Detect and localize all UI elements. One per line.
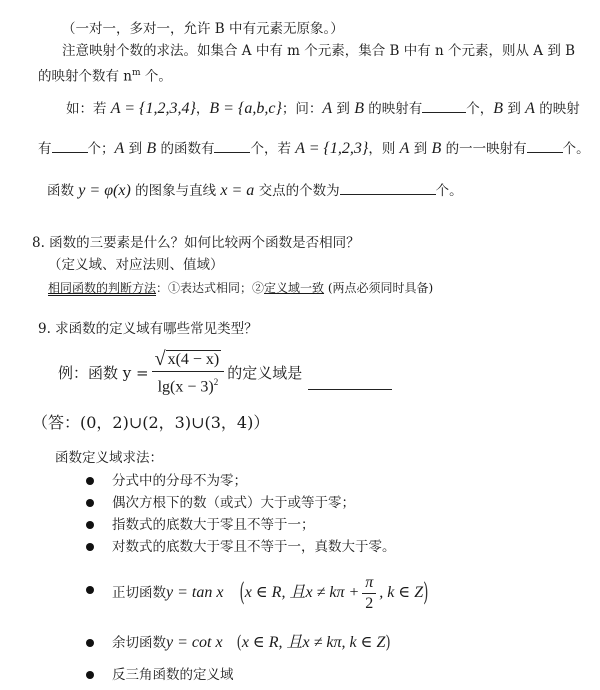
answer-blank-6[interactable]	[308, 375, 392, 390]
sqrt-icon: √	[154, 348, 166, 371]
answer-blank-4[interactable]	[527, 138, 563, 153]
exponent: 2	[213, 377, 219, 388]
text: 个；	[87, 141, 115, 157]
numerator	[152, 349, 225, 372]
denominator-text: lg(x − 3)	[157, 378, 214, 396]
condition: x ∈ R, 且x ≠ kπ, k ∈ Z	[241, 634, 386, 651]
var-a: A	[322, 100, 333, 117]
answer-blank-1[interactable]	[422, 98, 466, 113]
method-note: (两点必须同时具备)	[324, 281, 434, 295]
inverse-trig-domain: 反三角函数的定义域	[112, 667, 234, 683]
pi-over-2	[362, 574, 376, 613]
text: 的映射	[534, 101, 580, 117]
text: 到	[124, 141, 147, 157]
var-b: B	[354, 100, 364, 117]
left-paren-icon: (	[239, 577, 245, 609]
text: 的映射有	[364, 101, 423, 117]
text: 有	[38, 141, 52, 157]
text: ，	[195, 101, 210, 117]
rule-item: 对数式的底数大于零且不等于一，真数大于零。	[112, 539, 396, 555]
rule-item: 指数式的底数大于零且不等于一；	[112, 517, 315, 533]
tan-domain	[112, 572, 428, 614]
answer-blank-2[interactable]	[52, 138, 88, 153]
domain-methods-title: 函数定义域求法：	[55, 450, 163, 466]
text: 的定义域是	[227, 364, 303, 382]
answer-blank-3[interactable]	[214, 138, 250, 153]
domain-answer: （答：(0，2)∪(2，3)∪(3，4)）	[32, 413, 270, 432]
fraction	[152, 349, 225, 396]
text: 的一一映射有	[441, 141, 527, 157]
domain-example	[58, 348, 392, 398]
intro-line-1: （一对一，多对一，允许 B 中有元素无原象。）	[62, 21, 344, 37]
var-b: B	[493, 100, 504, 117]
var-a: A	[399, 140, 410, 157]
bullet-icon	[86, 586, 94, 594]
intro-line-2: 注意映射个数的求法。如集合 A 中有 m 个元素，集合 B 中有 n 个元素，则从 A 到 B	[62, 43, 576, 59]
text: 交点的个数为	[254, 183, 340, 199]
denominator: 2	[365, 594, 374, 612]
text: 的图象与直线	[130, 183, 221, 199]
text: 个，若	[250, 141, 296, 157]
intro-line-3	[38, 64, 172, 86]
bullet-icon	[86, 543, 94, 551]
example-mapping-line-1	[66, 98, 580, 118]
var-a: A	[114, 140, 125, 157]
var-a: A	[525, 100, 535, 117]
var-b: B	[146, 140, 157, 157]
cot-domain	[112, 632, 391, 654]
text: ：①表达式相同；②	[156, 281, 265, 295]
condition: x ∈ R, 且x ≠ kπ +	[244, 584, 360, 601]
right-paren-icon: )	[423, 577, 429, 609]
set-a2-expr: A = {1,2,3}	[295, 140, 369, 157]
text: 到	[409, 141, 432, 157]
text: 个，	[466, 101, 494, 117]
intro-text-end: 个。	[140, 68, 172, 85]
rule-item: 偶次方根下的数（或式）大于或等于零；	[112, 495, 355, 511]
text: 到	[503, 101, 526, 117]
left-paren-icon: (	[236, 632, 242, 654]
question-9-title: 9. 求函数的定义域有哪些常见类型？	[38, 321, 258, 337]
example-mapping-line-2	[38, 138, 590, 158]
intro-text: 的映射个数有 n	[38, 68, 132, 85]
radicand: x(4 − x)	[167, 351, 220, 369]
var-b: B	[431, 140, 442, 157]
function-expr: y = φ(x)	[78, 182, 131, 199]
answer-blank-5[interactable]	[340, 180, 436, 195]
text: 正切函数	[112, 585, 166, 601]
text: 如：若	[66, 101, 111, 117]
condition: , k ∈ Z	[379, 584, 424, 601]
text: 到	[332, 101, 355, 117]
line-expr: x = a	[220, 182, 255, 199]
bullet-icon	[86, 671, 94, 679]
condition-2: 定义域一致	[264, 281, 325, 295]
question-8-title: 8. 函数的三要素是什么？如何比较两个函数是否相同？	[32, 235, 360, 251]
rule-item: 分式中的分母不为零；	[112, 473, 247, 489]
text: 的函数有	[156, 141, 215, 157]
text: 例：函数 y =	[58, 364, 149, 382]
cot-expr: y = cot x	[166, 634, 223, 651]
text: ；问：	[281, 101, 323, 117]
text: 函数	[47, 183, 79, 199]
text: 个。	[562, 141, 590, 157]
bullet-icon	[86, 499, 94, 507]
same-function-method	[48, 279, 433, 297]
set-b-expr: B = {a,b,c}	[209, 100, 282, 117]
denominator	[158, 372, 219, 396]
bullet-icon	[86, 521, 94, 529]
text: 余切函数	[112, 635, 166, 651]
numerator: π	[362, 574, 376, 594]
method-label: 相同函数的判断方法	[48, 281, 157, 295]
text: 个。	[435, 183, 463, 199]
right-paren-icon: )	[385, 632, 391, 654]
tan-expr: y = tan x	[166, 584, 224, 601]
bullet-icon	[86, 477, 94, 485]
exponent-m: m	[132, 68, 141, 78]
bullet-icon	[86, 639, 94, 647]
set-a-expr: A = {1,2,3,4}	[110, 100, 196, 117]
text: ，则	[368, 141, 400, 157]
function-intersection-line	[47, 180, 463, 200]
question-8-answer: （定义域、对应法则、值域）	[48, 257, 224, 273]
